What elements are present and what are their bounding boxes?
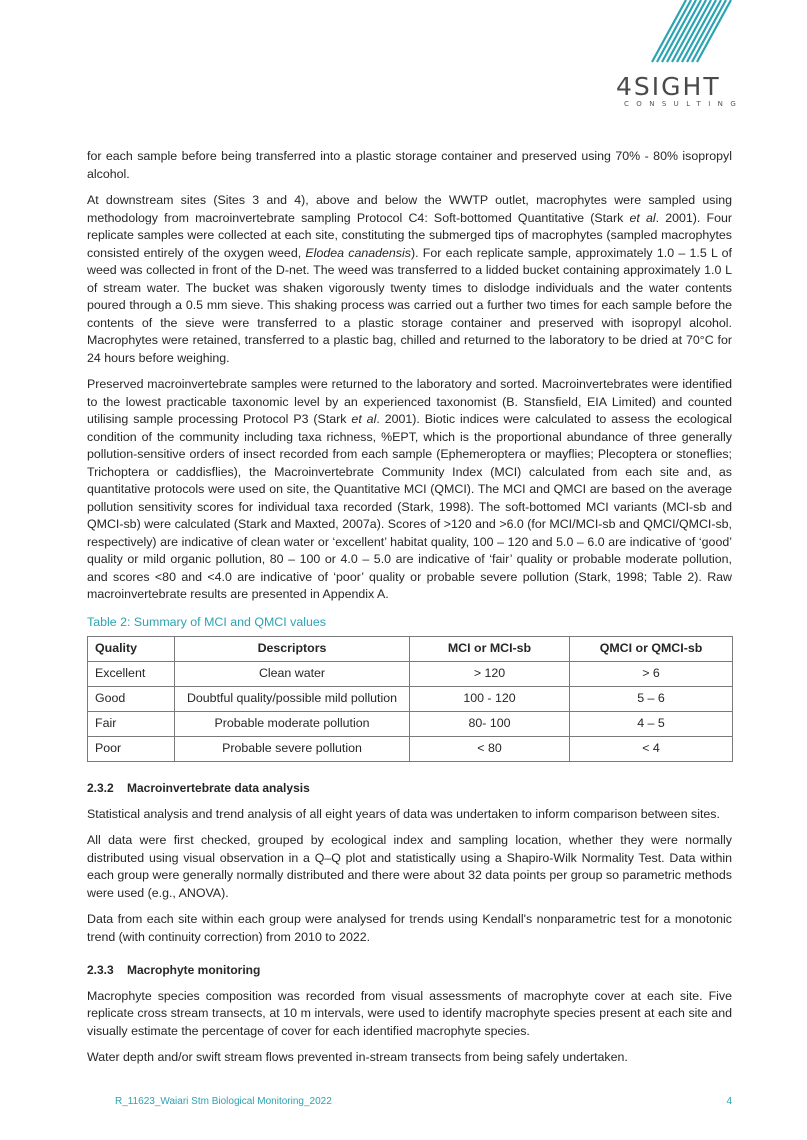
- document-body: [87, 148, 732, 1076]
- mci-qmci-table: [87, 636, 733, 762]
- paragraph-sample-processing: [87, 376, 732, 604]
- paragraph-statistics-intro: Statistical analysis and trend analysis of all eight years of data was undertaken to inform comparison between sites.: [87, 806, 720, 821]
- text-run: ). For each replicate sample, approximately 1.0 – 1.5 L of weed was collected in front of the D-net. The weed was transferred to a lidded bucket containing approximately 1.0 L of stream water. The bucket was shaken vigorously twenty times to dislodge individuals and the water contents poured through a 0.5 mm sieve. This shaking process was carried out a further two times for each sample before the contents of the sieve were transferred to a plastic storage container and preserved with isopropyl alcohol. Macrophytes were retained, transferred to a plastic bag, chilled and returned to the laboratory to be dried at 70°C for 24 hours before weighing.: [87, 245, 733, 365]
- cell-mci: < 80: [410, 737, 570, 762]
- table-row: [88, 662, 733, 687]
- table-row: [88, 687, 733, 712]
- header-quality: Quality: [88, 637, 175, 662]
- cell-mci: 100 - 120: [410, 687, 570, 712]
- cell-mci: > 120: [410, 662, 570, 687]
- cell-descriptor: Probable moderate pollution: [175, 712, 410, 737]
- cell-quality: Poor: [88, 737, 175, 762]
- paragraph-macrophyte-composition: Macrophyte species composition was recorded from visual assessments of macrophyte cover at each site. Five replicate cross stream transects, at 10 m intervals, were used to identify macrophyte species present at each site and visually estimate the percentage of cover for each identified macrophyte species.: [87, 988, 732, 1038]
- logo-subtitle: CONSULTING: [624, 100, 744, 108]
- paragraph-normality: All data were first checked, grouped by ecological index and sampling location, whether they were normally distributed using visual observation in a Q–Q plot and statistically using a Shapiro-Wilk Normality Test. Data within each group were generally normally distributed and there were about 32 data points per group so parametric methods were used (e.g., ANOVA).: [87, 833, 732, 900]
- et-al-italic: et al: [351, 412, 377, 426]
- header-mci: MCI or MCI-sb: [410, 637, 570, 662]
- text-run: At downstream sites (Sites 3 and 4), above and below the WWTP outlet, macrophytes were sampled using methodology from macroinvertebrate sampling Protocol C4: Soft-bottomed Quantitative (Stark: [87, 193, 732, 225]
- section-heading-2-3-2: [87, 780, 732, 798]
- logo-wordmark: 4SIGHT: [616, 72, 721, 101]
- cell-descriptor: Probable severe pollution: [175, 737, 410, 762]
- cell-qmci: < 4: [570, 737, 733, 762]
- cell-quality: Fair: [88, 712, 175, 737]
- cell-quality: Excellent: [88, 662, 175, 687]
- cell-descriptor: Clean water: [175, 662, 410, 687]
- cell-qmci: > 6: [570, 662, 733, 687]
- cell-qmci: 5 – 6: [570, 687, 733, 712]
- header-qmci: QMCI or QMCI-sb: [570, 637, 733, 662]
- table-row: [88, 712, 733, 737]
- section-title: Macroinvertebrate data analysis: [127, 781, 310, 795]
- cell-qmci: 4 – 5: [570, 712, 733, 737]
- table-header-row: [88, 637, 733, 662]
- cell-descriptor: Doubtful quality/possible mild pollution: [175, 687, 410, 712]
- section-heading-2-3-3: [87, 962, 732, 980]
- cell-mci: 80- 100: [410, 712, 570, 737]
- section-title: Macrophyte monitoring: [127, 963, 261, 977]
- paragraph-trend-analysis: Data from each site within each group were analysed for trends using Kendall's nonparametric test for a monotonic trend (with continuity correction) from 2010 to 2022.: [87, 912, 732, 944]
- header-descriptors: Descriptors: [175, 637, 410, 662]
- footer-page-number: 4: [726, 1096, 732, 1107]
- section-number: 2.3.3: [87, 963, 114, 977]
- text-run: . 2001). Four replicate samples were collected at each site, constituting the submerged tips of macrophytes (sampled macrophytes consisted entirely of the oxygen weed,: [87, 210, 733, 260]
- footer-document-name: R_11623_Waiari Stm Biological Monitoring_2022: [115, 1096, 332, 1107]
- section-number: 2.3.2: [87, 781, 114, 795]
- paragraph-sample-preservation: for each sample before being transferred into a plastic storage container and preserved using 70% - 80% isopropyl alcohol.: [87, 149, 732, 181]
- species-name-italic: Elodea canadensis: [305, 245, 411, 260]
- et-al-italic: et al: [629, 210, 656, 225]
- table-row: [88, 737, 733, 762]
- paragraph-macrophyte-sampling: [87, 192, 732, 367]
- cell-quality: Good: [88, 687, 175, 712]
- paragraph-transect-note: Water depth and/or swift stream flows prevented in-stream transects from being safely undertaken.: [87, 1050, 628, 1064]
- text-run: Preserved macroinvertebrate samples were returned to the laboratory and sorted. Macroinvertebrates were identified to the lowest practicable taxonomic level by an experienced taxonomist (B. Stansfield, EIA Limited) and counted utilising sample processing Protocol P3 (Stark: [87, 377, 732, 426]
- text-run: . 2001). Biotic indices were calculated to assess the ecological condition of the community including taxa richness, %EPT, which is the proportional abundance of three generally pollution-sensitive orders of insect recorded from each sample (Ephemeroptera or mayflies; Plecoptera or stoneflies; Trichoptera or caddisflies), the Macroinvertebrate Community Index (MCI) calculated from each site and, as quantitative protocols were used on site, the Quantitative MCI (QMCI). The MCI and QMCI are based on the average pollution sensitivity scores for individual taxa recorded (Stark, 1998). The soft-bottomed MCI variants (MCI-sb and QMCI-sb) were calculated (Stark and Maxted, 2007a). Scores of >120 and >6.0 (for MCI/MCI-sb and QMCI/QMCI-sb, respectively) are indicative of clean water or ‘excellent’ habitat quality, 100 – 120 and 5.0 – 6.0 are indicative of ‘good’ quality or mild organic pollution, 80 – 100 or 4.0 – 5.0 are indicative of ‘fair’ quality or probable moderate pollution, and scores <80 and <4.0 are indicative of ‘poor’ quality or probable severe pollution (Stark, 1998; Table 2). Raw macroinvertebrate results are presented in Appendix A.: [87, 412, 732, 601]
- table-caption: Table 2: Summary of MCI and QMCI values: [87, 614, 326, 629]
